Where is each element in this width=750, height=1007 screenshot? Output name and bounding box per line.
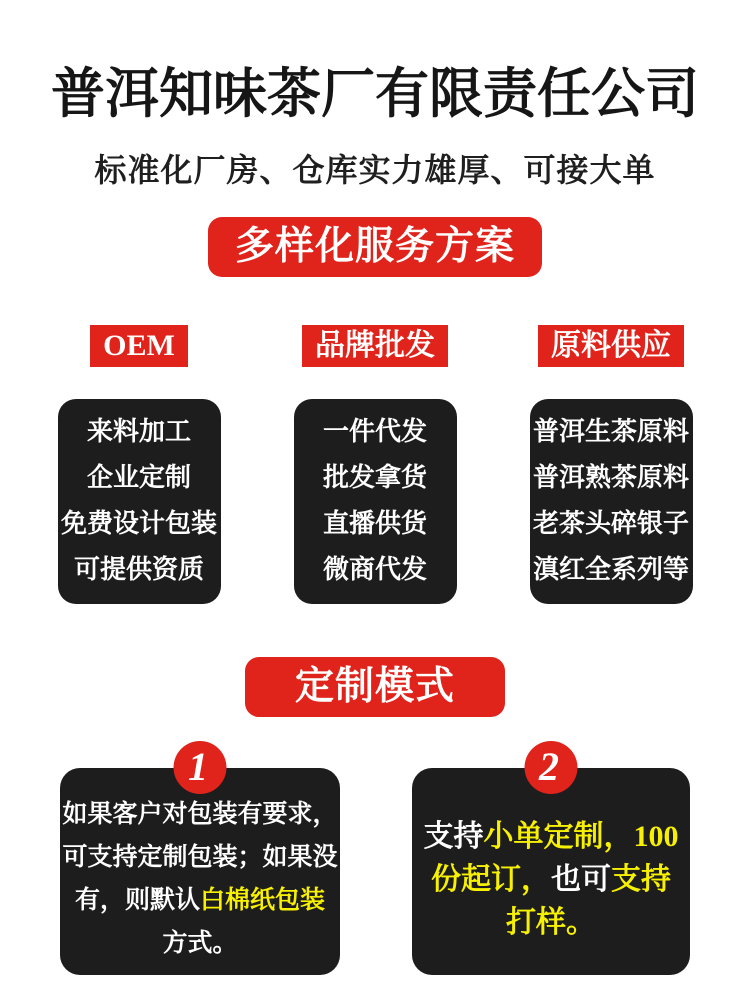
badge-number: 2 <box>539 744 559 790</box>
text-segment-highlight: 份起订， <box>431 862 551 896</box>
text-segment: 方式。 <box>162 930 238 958</box>
service-card-oem <box>58 399 221 604</box>
text-segment-highlight: 100 <box>633 819 679 853</box>
service-item: 批发拿货 <box>322 463 427 493</box>
service-item: 普洱生茶原料 <box>532 416 689 446</box>
card-text-line <box>62 836 337 879</box>
custom-card-2 <box>412 744 690 975</box>
service-card-brand-wholesale <box>294 399 457 604</box>
service-item: 老茶头碎银子 <box>532 509 689 539</box>
company-subtitle: 标准化厂房、仓库实力雄厚、可接大单 <box>94 151 656 188</box>
service-item: 微商代发 <box>322 555 427 585</box>
service-item: 来料加工 <box>86 416 191 446</box>
text-segment: 有，则默认 <box>74 887 200 915</box>
service-column-raw-material <box>530 325 693 604</box>
service-item: 滇红全系列等 <box>532 555 689 585</box>
service-label-brand-wholesale: 品牌批发 <box>302 325 448 367</box>
number-badge-1 <box>174 741 227 794</box>
text-segment: 如果客户对包装有要求， <box>62 801 338 829</box>
card-text-line <box>62 879 337 922</box>
service-column-brand-wholesale <box>294 325 457 604</box>
card-text-line <box>424 858 679 901</box>
text-segment: 支持 <box>423 819 484 853</box>
service-column-oem <box>58 325 221 604</box>
services-banner: 多样化服务方案 <box>208 217 542 277</box>
card-text-line <box>424 815 679 858</box>
service-item: 一件代发 <box>322 416 427 446</box>
text-segment-highlight: 打样。 <box>506 905 596 939</box>
text-segment: 也可 <box>551 862 611 896</box>
custom-card-1-text <box>62 793 337 965</box>
card-text-line <box>424 901 679 944</box>
number-badge-2 <box>525 741 578 794</box>
services-columns <box>0 325 750 604</box>
card-text-line <box>62 922 337 965</box>
service-item: 免费设计包装 <box>60 509 217 539</box>
service-label-oem: OEM <box>90 325 188 367</box>
service-item: 企业定制 <box>86 463 191 493</box>
service-item: 可提供资质 <box>73 555 204 585</box>
service-item: 直播供货 <box>322 509 427 539</box>
custom-mode-banner: 定制模式 <box>245 657 505 717</box>
custom-mode-cards <box>0 744 750 975</box>
text-segment-highlight: 白棉纸包装 <box>199 887 325 915</box>
card-text-line <box>62 793 337 836</box>
service-label-raw-material: 原料供应 <box>538 325 684 367</box>
text-segment-highlight: 小单定制， <box>483 819 634 853</box>
text-segment: 可支持定制包装；如果没 <box>62 844 338 872</box>
service-card-raw-material <box>530 399 693 604</box>
badge-number: 1 <box>188 744 208 790</box>
custom-card-2-text <box>424 815 679 944</box>
text-segment-highlight: 支持 <box>611 862 671 896</box>
company-title: 普洱知味茶厂有限责任公司 <box>51 64 699 124</box>
service-item: 普洱熟茶原料 <box>532 463 689 493</box>
custom-card-1 <box>60 744 340 975</box>
